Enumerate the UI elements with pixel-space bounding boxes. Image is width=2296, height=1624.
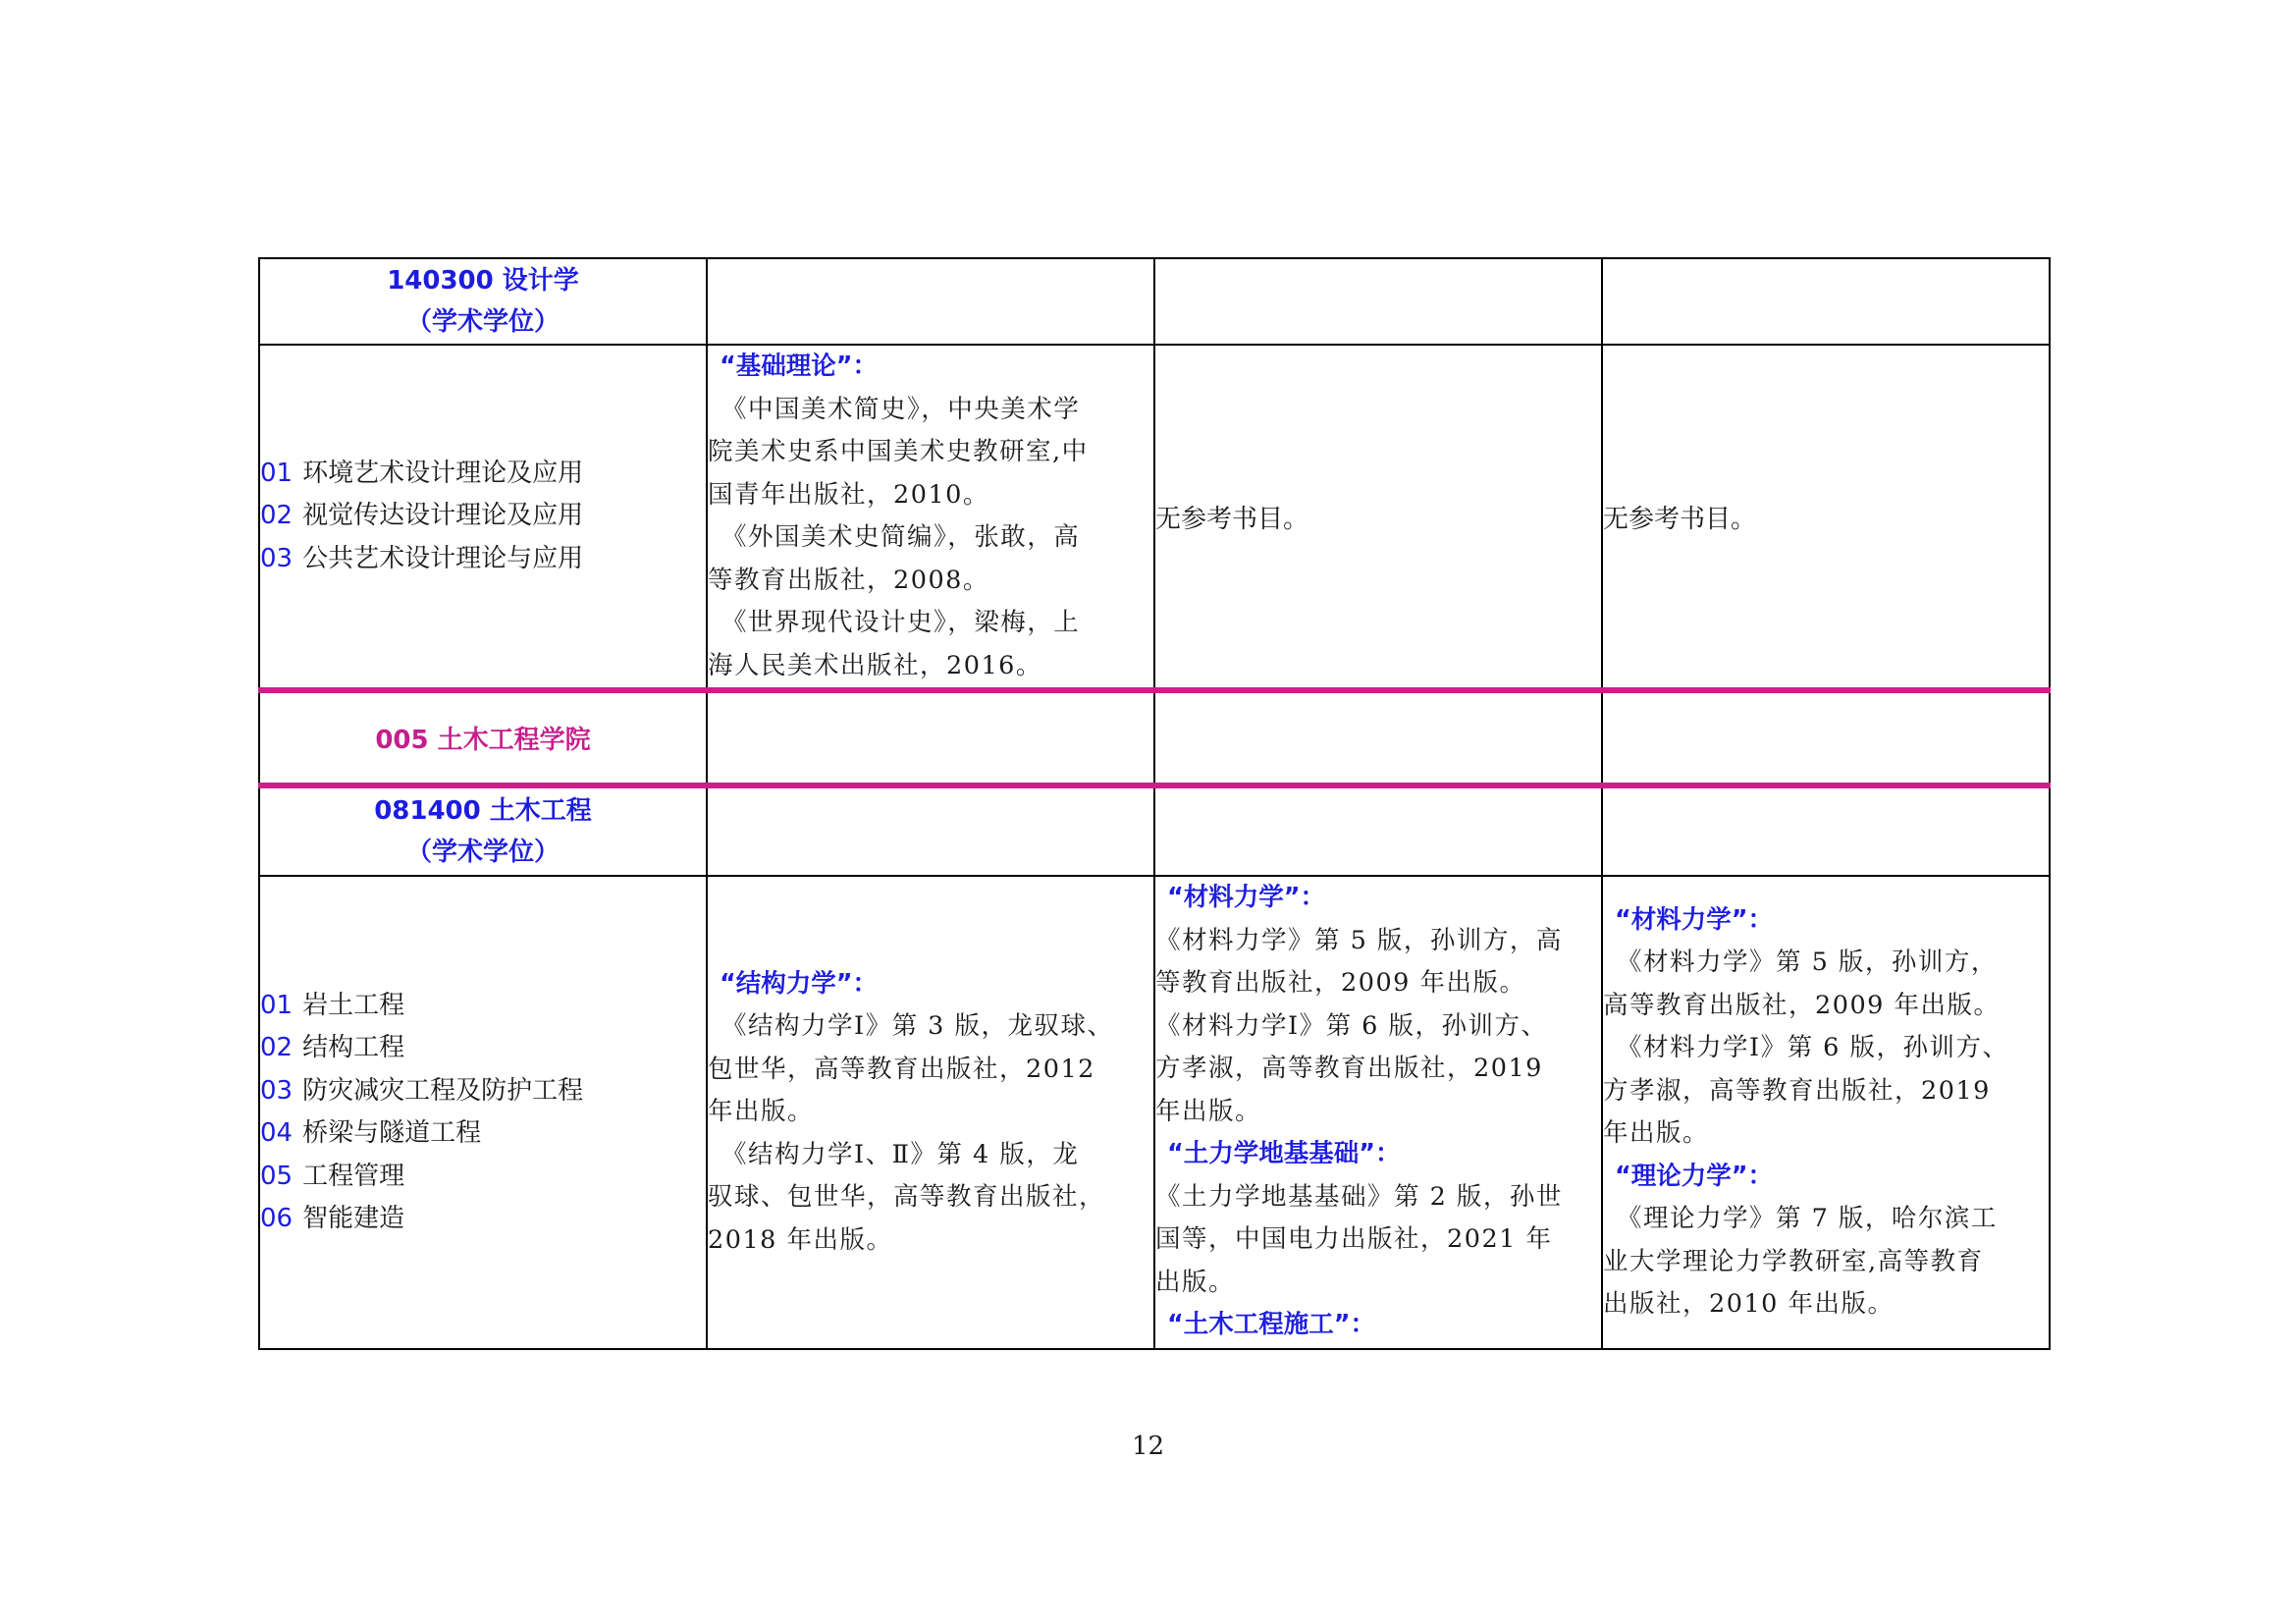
book-line: 驭球、包世华，高等教育出版社，: [708, 1182, 1106, 1213]
book-line: 等教育出版社，2009 年出版。: [1155, 968, 1526, 998]
reference-books-cell: [707, 345, 1154, 690]
college-row: [259, 690, 2050, 785]
empty-cell: [1154, 785, 1602, 876]
book-line: 《结构力学Ⅰ、Ⅱ》第 4 版，龙: [721, 1139, 1080, 1169]
empty-cell: [707, 690, 1154, 785]
book-section-title: “结构力学”：: [720, 968, 879, 999]
book-line: 国青年出版社，2010。: [708, 479, 989, 510]
book-line: 《结构力学Ⅰ》第 3 版，龙驭球、: [721, 1011, 1114, 1042]
direction-item: 02 结构工程: [260, 1033, 405, 1062]
book-section-title: “理论力学”：: [1615, 1161, 1774, 1191]
book-line: 包世华，高等教育出版社，2012: [708, 1054, 1095, 1084]
book-line: 《土力学地基基础》第 2 版，孙世: [1155, 1181, 1563, 1212]
book-line: 出版社，2010 年出版。: [1603, 1289, 1895, 1319]
book-line: 年出版。: [708, 1097, 815, 1127]
book-section-title: “材料力学”：: [1167, 883, 1326, 912]
major-cell-design: [259, 258, 707, 345]
college-name: 005 土木工程学院: [259, 690, 707, 785]
major-title: 140300 设计学: [387, 266, 579, 296]
major-cell-civil: [259, 785, 707, 876]
empty-cell: [1154, 690, 1602, 785]
book-line: 方孝淑，高等教育出版社，2019: [1603, 1075, 1991, 1106]
book-line: 《材料力学》第 5 版，孙训方，高: [1155, 925, 1563, 955]
book-line: 等教育出版社，2008。: [708, 565, 989, 595]
direction-item: 01 环境艺术设计理论及应用: [260, 458, 584, 488]
book-section-title: “土木工程施工”：: [1167, 1310, 1376, 1339]
book-line: 出版。: [1155, 1267, 1236, 1297]
empty-cell: [1602, 785, 2050, 876]
major-row-civil: [259, 785, 2050, 876]
book-line: 《材料力学Ⅰ》第 6 版，孙训方、: [1155, 1010, 1548, 1041]
book-line: 年出版。: [1603, 1118, 1710, 1148]
direction-item: 06 智能建造: [260, 1204, 405, 1233]
direction-list: [259, 876, 707, 1349]
direction-item: 04 桥梁与隧道工程: [260, 1118, 482, 1148]
empty-cell: [1602, 690, 2050, 785]
major-subtitle: （学术学位）: [405, 307, 560, 337]
direction-item: 02 视觉传达设计理论及应用: [260, 501, 584, 531]
no-reference-cell: 无参考书目。: [1602, 345, 2050, 690]
design-detail-row: [259, 345, 2050, 690]
reference-books-cell: [1154, 876, 1602, 1349]
book-line: 院美术史系中国美术史教研室,中: [708, 437, 1089, 466]
book-line: 方孝淑，高等教育出版社，2019: [1155, 1054, 1543, 1083]
empty-cell: [1602, 258, 2050, 345]
empty-cell: [1154, 258, 1602, 345]
major-title: 081400 土木工程: [374, 796, 592, 826]
page-number: 12: [1131, 1432, 1165, 1461]
book-line: 《材料力学Ⅰ》第 6 版，孙训方、: [1617, 1033, 2009, 1062]
major-row-design: [259, 258, 2050, 345]
reference-books-cell: [707, 876, 1154, 1349]
no-reference-cell: 无参考书目。: [1154, 345, 1602, 690]
book-line: 海人民美术出版社，2016。: [708, 650, 1042, 680]
major-subtitle: （学术学位）: [405, 838, 560, 867]
book-line: 年出版。: [1155, 1096, 1262, 1126]
book-line: 《中国美术简史》，中央美术学: [721, 394, 1081, 424]
direction-item: 05 工程管理: [260, 1161, 405, 1191]
empty-cell: [707, 258, 1154, 345]
book-line: 《世界现代设计史》，梁梅，上: [721, 608, 1081, 637]
book-line: 《材料力学》第 5 版，孙训方，: [1617, 947, 1998, 977]
book-line: 高等教育出版社，2009 年出版。: [1603, 990, 2001, 1020]
book-line: 2018 年出版。: [708, 1224, 893, 1255]
direction-item: 03 公共艺术设计理论与应用: [260, 543, 584, 573]
book-section-title: “材料力学”：: [1615, 904, 1774, 935]
book-line: 《外国美术史简编》，张敢，高: [721, 522, 1081, 552]
direction-item: 03 防灾减灾工程及防护工程: [260, 1075, 584, 1106]
exam-reference-table: [258, 257, 2051, 1350]
direction-list: [259, 345, 707, 690]
civil-detail-row: [259, 876, 2050, 1349]
book-line: 国等，中国电力出版社，2021 年: [1155, 1224, 1553, 1254]
direction-item: 01 岩土工程: [260, 990, 405, 1020]
book-line: 业大学理论力学教研室,高等教育: [1603, 1246, 1984, 1276]
book-section-title: “基础理论”：: [720, 352, 879, 381]
empty-cell: [707, 785, 1154, 876]
book-section-title: “土力学地基基础”：: [1167, 1139, 1401, 1168]
reference-books-cell: [1602, 876, 2050, 1349]
book-line: 《理论力学》第 7 版，哈尔滨工: [1617, 1204, 1998, 1233]
